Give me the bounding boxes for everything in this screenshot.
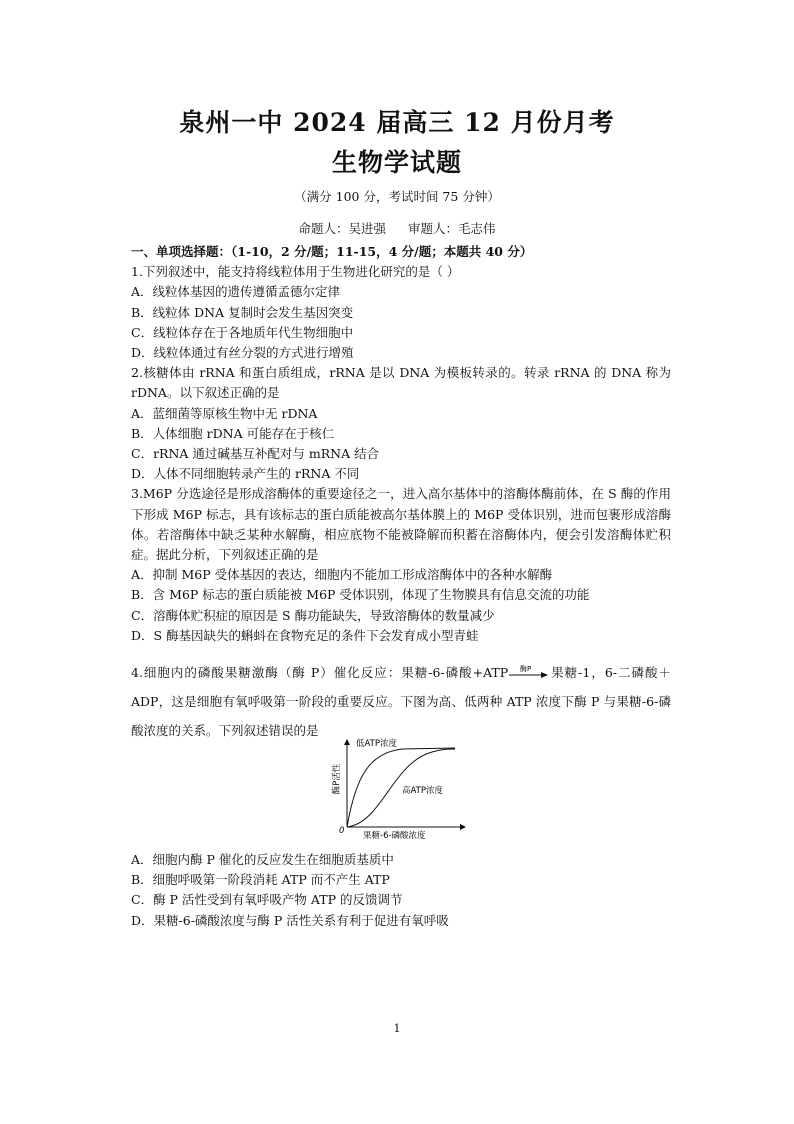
reviewer: 审题人：毛志伟	[407, 221, 496, 236]
question-4-options	[131, 850, 671, 931]
enzyme-activity-figure	[330, 735, 470, 845]
question-option: C．溶酶体贮积症的原因是 S 酶功能缺失，导致溶酶体的数量减少	[131, 607, 495, 623]
origin-label: 0	[339, 826, 345, 836]
question-stem: 1.下列叙述中，能支持将线粒体用于生物进化研究的是（ ）	[131, 264, 460, 280]
question-stem-part2: 果糖-1，6-二磷酸＋ADP，这是细胞有氧呼吸第一阶段的重要反应。下图为高、低两种 ATP 浓度下酶 P 与果糖-6-磷酸浓度的关系。下列叙述错误的是	[131, 665, 672, 738]
y-axis-label: 酶P活性	[332, 763, 342, 795]
reaction-arrow	[508, 665, 550, 679]
question-option: A．抑制 M6P 受体基因的表达，细胞内不能加工形成溶酶体中的各种水解酶	[131, 567, 553, 583]
question-option: C．rRNA 通过碱基互补配对与 mRNA 结合	[131, 446, 380, 462]
question-option: B．含 M6P 标志的蛋白质能被 M6P 受体识别，体现了生物膜具有信息交流的功能	[131, 587, 590, 603]
exam-subject: 生物学试题	[331, 148, 462, 177]
exam-title: 泉州一中 2024 届高三 12 月份月考	[179, 108, 615, 137]
question-stem: 3.M6P 分选途径是形成溶酶体的重要途径之一，进入高尔基体中的溶酶体酶前体，在 S 酶的作用下形成 M6P 标志，具有该标志的蛋白质能被高尔基体膜上的 M6P 受体识别，进而包裹形成溶酶体。若溶酶体中缺乏某种水解酶，相应底物不能被降解而积蓄在溶酶体内，便会引发溶酶体贮积症。据此分析，下列叙述正确的是	[131, 486, 671, 563]
section-heading: 一、单项选择题：（1-10，2 分/题；11-15，4 分/题；本题共 40 分）	[131, 244, 533, 259]
question-4-stem	[131, 658, 671, 745]
page-number: 1	[393, 1022, 401, 1035]
label-low-atp: 低ATP浓度	[356, 739, 397, 749]
questions-1-3	[131, 242, 671, 646]
arrow-label: 酶P	[520, 665, 532, 673]
question-option: C．酶 P 活性受到有氧呼吸产物 ATP 的反馈调节	[131, 892, 403, 908]
question-option: D．线粒体通过有丝分裂的方式进行增殖	[131, 345, 354, 361]
question-option: A．细胞内酶 P 催化的反应发生在细胞质基质中	[131, 852, 394, 867]
label-high-atp: 高ATP浓度	[402, 786, 443, 796]
question-stem: 2.核糖体由 rRNA 和蛋白质组成，rRNA 是以 DNA 为模板转录的。转录 rRNA 的 DNA 称为 rDNA。以下叙述正确的是	[131, 365, 671, 401]
question-option: A．线粒体基因的遗传遵循孟德尔定律	[131, 284, 341, 300]
exam-info: （满分 100 分，考试时间 75 分钟）	[294, 189, 500, 204]
question-option: A．蓝细菌等原核生物中无 rDNA	[131, 405, 318, 421]
question-option: D．S 酶基因缺失的蝌蚪在食物充足的条件下会发育成小型青蛙	[131, 627, 479, 643]
question-option: D．果糖-6-磷酸浓度与酶 P 活性关系有利于促进有氧呼吸	[131, 912, 449, 928]
exam-authors	[0, 219, 794, 237]
question-option: C．线粒体存在于各地质年代生物细胞中	[131, 324, 354, 340]
x-axis-label: 果糖-6-磷酸浓度	[363, 831, 426, 841]
question-stem-part1: 4.细胞内的磷酸果糖激酶（酶 P）催化反应：果糖-6-磷酸+ATP	[131, 665, 509, 680]
x-axis-arrow-icon	[460, 824, 466, 830]
question-option: D．人体不同细胞转录产生的 rRNA 不同	[131, 466, 360, 482]
setter: 命题人：吴进强	[298, 221, 386, 236]
question-option: B．细胞呼吸第一阶段消耗 ATP 而不产生 ATP	[131, 872, 390, 888]
question-option: B．人体细胞 rDNA 可能存在于核仁	[131, 425, 335, 441]
question-option: B．线粒体 DNA 复制时会发生基因突变	[131, 304, 354, 320]
y-axis-arrow-icon	[344, 739, 350, 745]
